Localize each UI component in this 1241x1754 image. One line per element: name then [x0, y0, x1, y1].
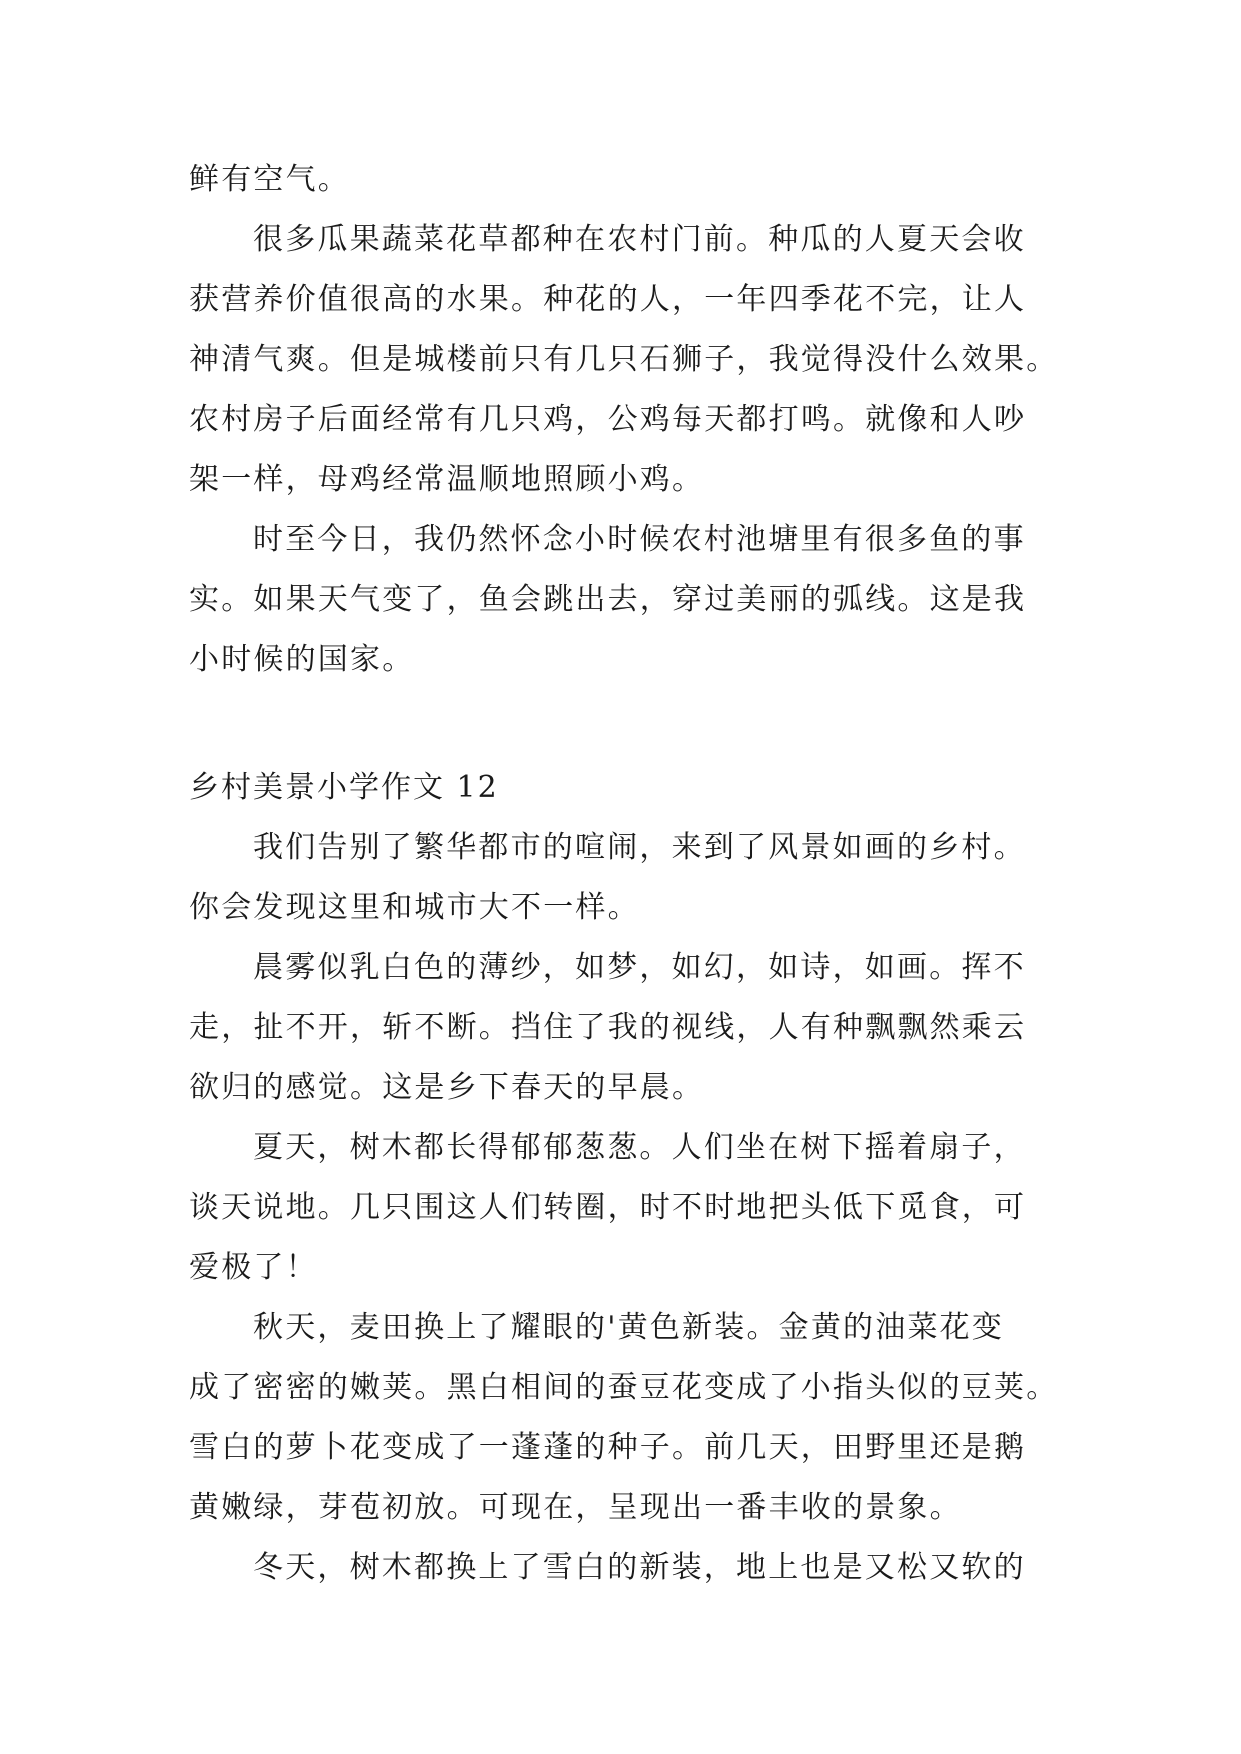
paragraph-start: 我们告别了繁华都市的喧闹，来到了风景如画的乡村。: [253, 830, 1026, 865]
text-line: 走，扯不开，斩不断。挡住了我的视线，人有种飘飘然乘云: [189, 1010, 1027, 1045]
section-gap: [189, 690, 1069, 758]
text-line: 谈天说地。几只围这人们转圈，时不时地把头低下觅食，可: [189, 1190, 1027, 1225]
text-line: 欲归的感觉。这是乡下春天的早晨。: [189, 1070, 705, 1105]
text-line: 实。如果天气变了，鱼会跳出去，穿过美丽的弧线。这是我: [189, 582, 1027, 617]
paragraph-start: 秋天，麦田换上了耀眼的'黄色新装。金黄的油菜花变: [253, 1310, 1005, 1345]
text-line: 神清气爽。但是城楼前只有几只石狮子，我觉得没什么效果。: [189, 342, 1059, 377]
paragraph-start: 晨雾似乳白色的薄纱，如梦，如幻，如诗，如画。挥不: [253, 950, 1026, 985]
paragraph-start: 夏天，树木都长得郁郁葱葱。人们坐在树下摇着扇子，: [253, 1130, 1026, 1165]
text-line: 获营养价值很高的水果。种花的人，一年四季花不完，让人: [189, 282, 1027, 317]
section-title: 乡村美景小学作文 12: [189, 770, 499, 805]
paragraph-start: 冬天，树木都换上了雪白的新装，地上也是又松又软的: [253, 1550, 1026, 1585]
document-page: [189, 150, 1069, 1598]
text-line: 农村房子后面经常有几只鸡，公鸡每天都打鸣。就像和人吵: [189, 402, 1027, 437]
text-line: 成了密密的嫩荚。黑白相间的蚕豆花变成了小指头似的豆荚。: [189, 1370, 1059, 1405]
text-line: 架一样，母鸡经常温顺地照顾小鸡。: [189, 462, 705, 497]
text-line: 爱极了！: [189, 1250, 318, 1285]
paragraph-start: 很多瓜果蔬菜花草都种在农村门前。种瓜的人夏天会收: [253, 222, 1026, 257]
text-line: 黄嫩绿，芽苞初放。可现在，呈现出一番丰收的景象。: [189, 1490, 962, 1525]
paragraph-start: 时至今日，我仍然怀念小时候农村池塘里有很多鱼的事: [253, 522, 1026, 557]
text-line: 你会发现这里和城市大不一样。: [189, 890, 640, 925]
text-line: 雪白的萝卜花变成了一蓬蓬的种子。前几天，田野里还是鹅: [189, 1430, 1027, 1465]
text-line: 小时候的国家。: [189, 642, 415, 677]
text-line: 鲜有空气。: [189, 162, 350, 197]
